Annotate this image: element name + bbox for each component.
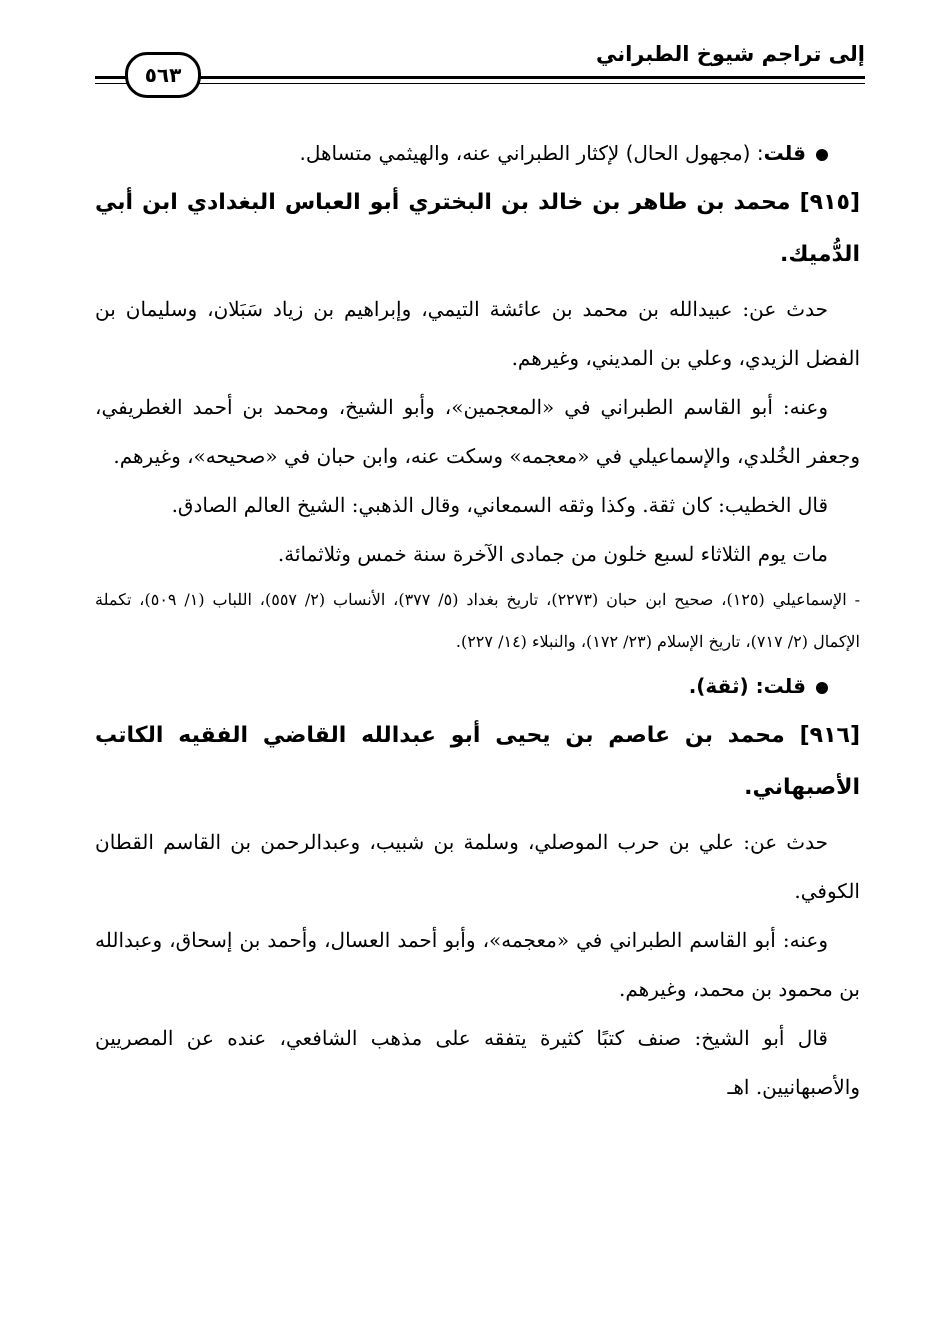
entry-915-death: مات يوم الثلاثاء لسبع خلون من جمادى الآخرة سنة خمس وثلاثمائة.: [277, 542, 828, 566]
page-header: [95, 30, 865, 100]
entry-heading-916: [٩١٦] محمد بن عاصم بن يحيى أبو عبدالله القاضي الفقيه الكاتب الأصبهاني.: [95, 723, 860, 800]
header-rule-thick: [95, 76, 865, 79]
page-body: [95, 130, 860, 1112]
editor-note-915: [95, 663, 860, 710]
bullet-icon: [816, 149, 828, 161]
note-lead: قلت: [763, 141, 806, 165]
note-lead: قلت: [763, 674, 806, 698]
note-text: : (ثقة).: [688, 674, 764, 698]
entry-915-teachers: حدث عن: عبيدالله بن محمد بن عائشة التيمي، وإبراهيم بن زياد سَبَلان، وسليمان بن الفضل الزيدي، وعلي بن المديني، وغيرهم.: [95, 297, 860, 370]
page-number-badge: ٥٦٣: [125, 52, 201, 98]
entry-916-teachers: حدث عن: علي بن حرب الموصلي، وسلمة بن شبيب، وعبدالرحمن بن القاسم القطان الكوفي.: [95, 830, 860, 903]
entry-heading-915: [٩١٥] محمد بن طاهر بن خالد بن البختري أبو العباس البغدادي ابن أبي الدُّميك.: [95, 190, 860, 267]
entry-916-students: وعنه: أبو القاسم الطبراني في «معجمه»، وأبو أحمد العسال، وأحمد بن إسحاق، وعبدالله بن محمود بن محمد، وغيرهم.: [95, 928, 860, 1001]
entry-915-students: وعنه: أبو القاسم الطبراني في «المعجمين»، وأبو الشيخ، ومحمد بن أحمد الغطريفي، وجعفر الخُلدي، والإسماعيلي في «معجمه» وسكت عنه، وابن حبان في «صحيحه»، وغيرهم.: [95, 395, 860, 468]
running-title: إلى تراجم شيوخ الطبراني: [595, 42, 865, 66]
bullet-icon: [816, 682, 828, 694]
entry-916-abu-shaykh: قال أبو الشيخ: صنف كتبًا كثيرة يتفقه على مذهب الشافعي، عنده عن المصريين والأصبهانيين. اهـ: [95, 1026, 860, 1099]
note-text: : (مجهول الحال) لإكثار الطبراني عنه، والهيثمي متساهل.: [299, 141, 764, 165]
header-rule-thin: [95, 83, 865, 84]
editor-note-915-prev: [95, 130, 860, 177]
entry-915-sources: - الإسماعيلي (١٢٥)، صحيح ابن حبان (٢٢٧٣)، تاريخ بغداد (٥/ ٣٧٧)، الأنساب (٢/ ٥٥٧)، اللباب (١/ ٥٠٩)، تكملة الإكمال (٢/ ٧١٧)، تاريخ الإسلام (٢٣/ ١٧٢)، والنبلاء (١٤/ ٢٢٧).: [95, 590, 861, 651]
entry-915-grading: قال الخطيب: كان ثقة. وكذا وثقه السمعاني، وقال الذهبي: الشيخ العالم الصادق.: [171, 493, 828, 517]
